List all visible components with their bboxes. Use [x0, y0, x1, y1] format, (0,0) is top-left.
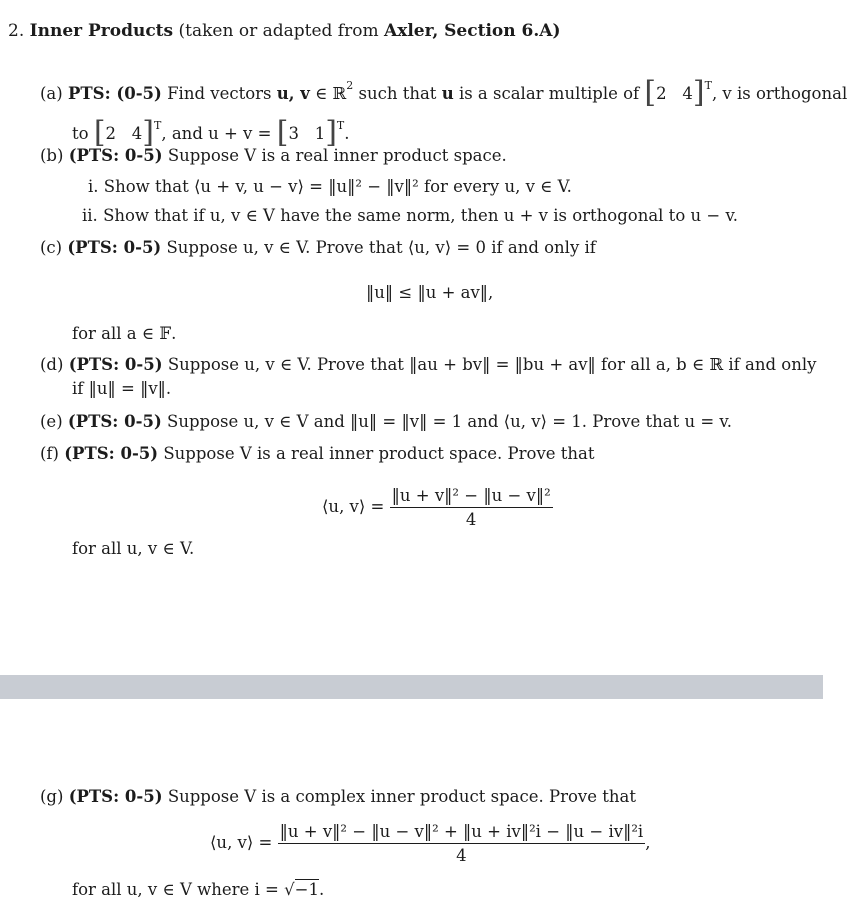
part-e: (e) (PTS: 0-5) Suppose u, v ∈ V and ‖u‖ = ‖v‖ = 1 and ⟨u, v⟩ = 1. Prove that u = v. [40, 412, 733, 431]
part-a-line2: to [2 4]$^T$, and u + v = [3 1]$^T$. [72, 115, 350, 150]
page-break-band [0, 675, 823, 699]
part-c-display: ‖u‖ ≤ ‖u + av‖, [366, 283, 494, 302]
part-d: (d) (PTS: 0-5) Suppose u, v ∈ V. Prove that ‖au + bv‖ = ‖bu + av‖ for all a, b ∈ ℝ if and only [40, 355, 817, 374]
part-g-forall: for all u, v ∈ V where i = √−1. [72, 880, 325, 899]
part-f-forall: for all u, v ∈ V. [72, 539, 195, 558]
part-g-formula: ⟨u, v⟩ = $\frac{\text{‖u + v‖² − ‖u − v‖² + ‖u + iv‖²i − ‖u − iv‖²i}}{4}$ , [210, 822, 651, 865]
part-b: (b) (PTS: 0-5) Suppose V is a real inner product space. [40, 146, 507, 165]
part-c: (c) (PTS: 0-5) Suppose u, v ∈ V. Prove that ⟨u, v⟩ = 0 if and only if [40, 238, 596, 257]
part-f: (f) (PTS: 0-5) Suppose V is a real inner product space. Prove that [40, 444, 595, 463]
part-b-ii: ii. Show that if u, v ∈ V have the same norm, then u + v is orthogonal to u − v. [82, 206, 739, 225]
part-d-line2: if ‖u‖ = ‖v‖. [72, 379, 172, 398]
part-a-line1: (a) PTS: (0-5) Find vectors u, v ∈ ℝ$^2$ such that u is a scalar multiple of [2 4]$^T$, v is orthogonal [40, 75, 847, 110]
part-f-fraction: $\frac{\text{‖u + v‖² − ‖u − v‖²}}{4}$ [391, 486, 551, 529]
part-g-fraction: $\frac{\text{‖u + v‖² − ‖u − v‖² + ‖u + iv‖²i − ‖u − iv‖²i}}{4}$ [279, 822, 644, 865]
part-g: (g) (PTS: 0-5) Suppose V is a complex inner product space. Prove that [40, 787, 636, 806]
part-f-formula: ⟨u, v⟩ = $\frac{\text{‖u + v‖² − ‖u − v‖²}}{4}$ [322, 486, 551, 529]
problem-heading: 2. Inner Products (taken or adapted from Axler, Section 6.A) [8, 21, 561, 41]
part-b-i: i. Show that ⟨u + v, u − v⟩ = ‖u‖² − ‖v‖² for every u, v ∈ V. [88, 177, 572, 196]
part-c-forall: for all a ∈ 𝔽. [72, 324, 177, 343]
